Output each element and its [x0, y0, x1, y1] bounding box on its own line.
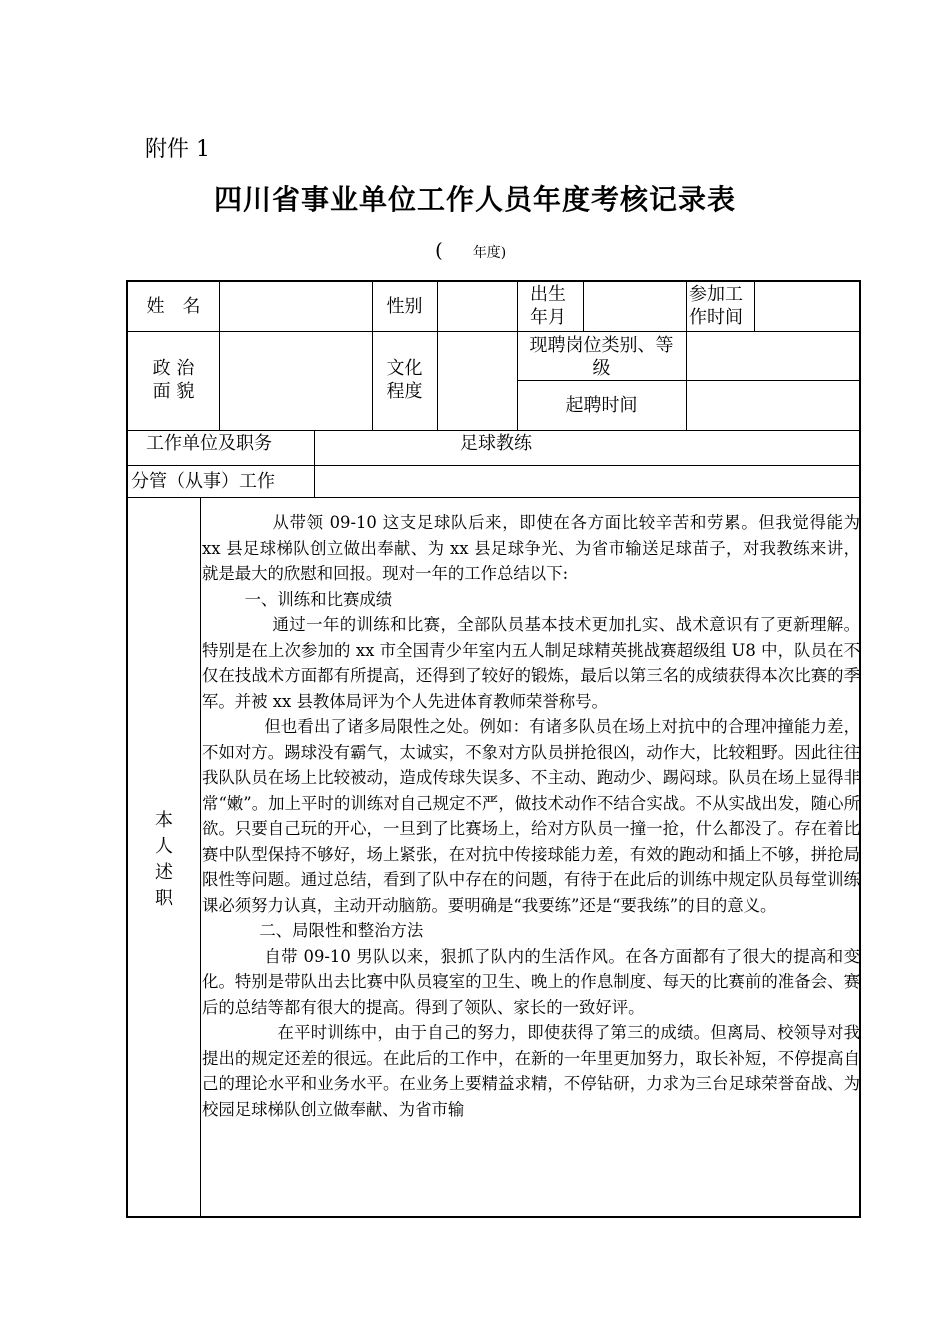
col-divider	[437, 282, 438, 430]
col-divider	[219, 282, 220, 430]
duty-label: 分管（从事）工作	[131, 471, 275, 492]
col-divider	[754, 282, 755, 331]
report-paragraph: 从带领 09-10 这支足球队后来，即使在各方面比较辛苦和劳累。但我觉得能为 xx 县足球梯队创立做出奉献、为 xx 县足球争光、为省市输送足球苗子，对我教练来讲，就是最大的欣慰和回报。现对一年的工作总结以下:	[202, 513, 860, 583]
work-start-label	[689, 283, 743, 329]
politics-label-line1: 政 治	[152, 358, 195, 379]
name-label: 姓 名	[146, 296, 201, 317]
education-label-line2: 程度	[386, 381, 423, 402]
work-start-label-line1: 参加工	[689, 284, 743, 305]
row-divider	[128, 331, 859, 332]
birth-label-line2: 年月	[530, 307, 566, 328]
report-paragraph: 通过一年的训练和比赛，全部队员基本技术更加扎实、战术意识有了更新理解。特别是在上次参加的 xx 市全国青少年室内五人制足球精英挑战赛超级组 U8 中，队员在不仅在技战术方面都有所提高，还得到了较好的锻炼，最后以第三名的成绩获得本次比赛的季军。并被 xx 县教体局评为个人先进体育教师荣誉称号。	[202, 615, 860, 711]
year-field	[435, 238, 506, 262]
report-heading: 一、训练和比赛成绩	[244, 589, 393, 609]
row-divider	[128, 430, 859, 431]
report-paragraph: 在平时训练中，由于自己的努力，即使获得了第三的成绩。但离局、校领导对我提出的规定还差的很远。在此后的工作中，在新的一年里更加努力，取长补短，不停提高自己的理论水平和业务水平。在业务上要精益求精，不停钻研，力求为三台足球荣誉奋战、为校园足球梯队创立做奉献、为省市输	[202, 1023, 860, 1119]
politics-label	[128, 357, 219, 403]
report-heading: 二、局限性和整治方法	[259, 921, 424, 940]
col-divider	[583, 282, 584, 331]
year-label: 年度)	[472, 245, 507, 261]
report-paragraph: 自带 09-10 男队以来，狠抓了队内的生活作风。在各方面都有了很大的提高和变化。特别是带队出去比赛中队员寝室的卫生、晚上的作息制度、每天的比赛前的准备会、赛后的总结等都有很大的提高。得到了领队、家长的一致好评。	[202, 946, 860, 1017]
unit-label: 工作单位及职务	[146, 433, 272, 454]
row-divider	[128, 465, 859, 466]
position-type-label	[517, 334, 686, 380]
gender-label: 性别	[386, 296, 423, 317]
self-report-char: 述	[155, 862, 173, 883]
self-report-char: 人	[155, 836, 173, 857]
page-title: 四川省事业单位工作人员年度考核记录表	[213, 183, 736, 216]
position-type-label-line1: 现聘岗位类别、等	[529, 335, 674, 356]
col-divider	[314, 430, 315, 497]
birth-label-line1: 出生	[530, 284, 566, 305]
report-paragraph: 但也看出了诸多局限性之处。例如：有诸多队员在场上对抗中的合理冲撞能力差，不如对方。踢球没有霸气，太诚实，不象对方队员拼抢很凶，动作大，比较粗野。因此往往我队队员在场上比较被动，造成传球失误多、不主动、跑动少、踢闷球。队员在场上显得非常“嫩”。加上平时的训练对自己规定不严，做技术动作不结合实战。不从实战出发，随心所欲。只要自己玩的开心，一旦到了比赛场上，给对方队员一撞一抢，什么都没了。存在着比赛中队型保持不够好，场上紧张，在对抗中传接球能力差，有效的跑动和插上不够，拼抢局限性等问题。通过总结，看到了队中存在的问题，有待于在此后的训练中规定队员每堂训练课必须努力认真，主动开动脑筋。要明确是“我要练”还是“要我练”的目的意义。	[202, 717, 860, 915]
self-report-char: 本	[155, 810, 173, 831]
self-report-text	[202, 510, 860, 1216]
col-divider	[200, 497, 201, 1216]
education-label-line1: 文化	[386, 358, 423, 379]
self-report-label	[128, 808, 200, 912]
work-start-label-line2: 作时间	[689, 307, 743, 328]
hire-time-label: 起聘时间	[565, 395, 638, 416]
birth-label	[530, 283, 566, 329]
row-divider	[517, 380, 859, 381]
col-divider	[686, 282, 687, 430]
year-open-paren: (	[435, 238, 443, 262]
education-label	[372, 357, 437, 403]
politics-label-line2: 面 貌	[152, 381, 195, 402]
self-report-char: 职	[155, 888, 173, 909]
unit-value: 足球教练	[460, 433, 532, 454]
position-type-label-line2: 级	[592, 358, 611, 379]
attachment-label: 附件 1	[145, 137, 210, 162]
row-divider	[128, 497, 859, 498]
